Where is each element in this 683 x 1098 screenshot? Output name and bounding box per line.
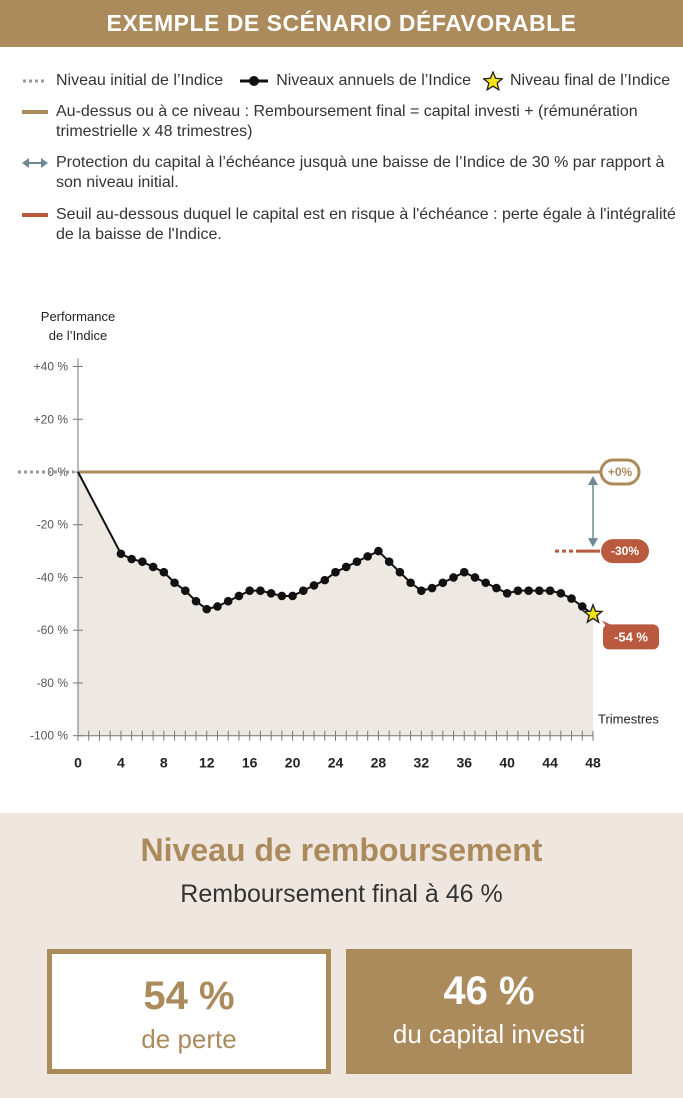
- y-axis-title: Performance: [40, 309, 116, 324]
- protection-arrow-head: [588, 476, 598, 485]
- x-tick-label: 4: [117, 754, 125, 771]
- data-point: [288, 592, 297, 601]
- data-point: [578, 602, 587, 611]
- x-tick-label: 12: [198, 754, 215, 771]
- legend-annual-label: Niveaux annuels de l’Indice: [276, 72, 471, 89]
- x-tick-label: 36: [456, 754, 473, 771]
- x-axis-title: Trimestres: [598, 711, 659, 727]
- data-point: [192, 597, 201, 606]
- final-badge-label: -54 %: [614, 629, 648, 645]
- legend-barrier-text-2: trimestrielle x 48 trimestres): [56, 123, 253, 140]
- data-point: [417, 586, 426, 595]
- capital-value: 46 %: [443, 969, 535, 1013]
- legend-initial-label: Niveau initial de l’Indice: [56, 72, 224, 89]
- line-with-dots-icon: [239, 71, 269, 91]
- legend-row-4: [21, 205, 676, 245]
- data-point: [267, 589, 276, 598]
- area-fill: [78, 472, 593, 736]
- y-tick-label: +40 %: [33, 359, 68, 374]
- data-point: [449, 573, 458, 582]
- data-point: [385, 557, 394, 566]
- loss-label: de perte: [141, 1024, 237, 1054]
- data-point: [514, 586, 523, 595]
- x-tick-label: 40: [499, 754, 515, 771]
- x-tick-label: 48: [585, 754, 601, 771]
- loss-value: 54 %: [143, 974, 235, 1018]
- x-tick-label: 8: [159, 754, 168, 771]
- data-point: [181, 586, 190, 595]
- data-point: [492, 584, 501, 593]
- loss-box: [47, 949, 331, 1074]
- data-point: [202, 605, 211, 614]
- data-point: [396, 568, 405, 577]
- gold-line-icon: [21, 102, 49, 122]
- data-point: [278, 592, 287, 601]
- data-point: [224, 597, 233, 606]
- chart-panel: [0, 265, 683, 813]
- red-line-icon: [21, 205, 49, 225]
- legend-row-1: [21, 71, 670, 91]
- risk-badge-label: -30%: [610, 544, 640, 559]
- double-arrow-icon: [21, 153, 49, 173]
- result-title: Niveau de remboursement: [140, 832, 543, 868]
- y-tick-label: -100 %: [29, 728, 68, 743]
- y-tick-label: 0 %: [47, 465, 68, 479]
- legend-protection-text-2: son niveau initial.: [56, 174, 179, 191]
- dotted-line-icon: [21, 71, 49, 91]
- legend-risk-text-2: de la baisse de l'Indice.: [56, 226, 222, 243]
- y-axis-title: de l’Indice: [48, 328, 108, 343]
- data-point: [503, 589, 512, 598]
- data-point: [363, 552, 372, 561]
- data-point: [481, 578, 490, 587]
- chart: [0, 265, 683, 813]
- y-tick-label: -20 %: [36, 517, 68, 532]
- y-tick-label: -40 %: [36, 570, 68, 585]
- y-tick-label: -80 %: [36, 675, 68, 690]
- data-point: [546, 586, 555, 595]
- data-point: [438, 578, 447, 587]
- y-tick-label: +20 %: [33, 412, 68, 427]
- page-title: EXEMPLE DE SCÉNARIO DÉFAVORABLE: [0, 0, 683, 47]
- data-point: [471, 573, 480, 582]
- data-point: [567, 594, 576, 603]
- data-point: [320, 576, 329, 585]
- x-tick-label: 24: [327, 754, 344, 771]
- data-point: [138, 557, 147, 566]
- data-point: [310, 581, 319, 590]
- protection-arrow-head: [588, 538, 598, 547]
- data-point: [460, 568, 469, 577]
- result-subtitle: Remboursement final à 46 %: [180, 880, 503, 908]
- capital-label: du capital investi: [392, 1019, 586, 1049]
- data-point: [342, 563, 351, 572]
- data-point: [331, 568, 340, 577]
- data-point: [353, 557, 362, 566]
- data-point: [127, 555, 136, 564]
- data-point: [256, 586, 265, 595]
- y-tick-label: -60 %: [36, 623, 68, 638]
- legend-row-3: [21, 153, 664, 193]
- capital-box: [346, 949, 632, 1074]
- data-point: [428, 584, 437, 593]
- data-point: [535, 586, 544, 595]
- x-tick-label: 0: [74, 754, 82, 771]
- x-tick-label: 16: [241, 754, 258, 771]
- data-point: [374, 547, 383, 556]
- legend: [0, 47, 683, 265]
- data-point: [406, 578, 415, 587]
- x-tick-label: 28: [370, 754, 387, 771]
- data-point: [524, 586, 533, 595]
- data-point: [213, 602, 222, 611]
- star-icon: [483, 71, 503, 91]
- legend-barrier-text-1: Au-dessus ou à ce niveau : Remboursement final = capital investi + (rémunération: [56, 103, 638, 120]
- legend-final-label: Niveau final de l’Indice: [510, 72, 671, 89]
- data-point: [245, 586, 254, 595]
- data-point: [557, 589, 566, 598]
- data-point: [160, 568, 169, 577]
- data-point: [235, 592, 244, 601]
- data-point: [299, 586, 308, 595]
- data-point: [117, 549, 126, 558]
- legend-protection-text-1: Protection du capital à l’échéance jusquà une baisse de l’Indice de 30 % par rapport à: [56, 154, 665, 171]
- x-tick-label: 20: [284, 754, 301, 771]
- x-tick-label: 44: [542, 754, 558, 771]
- legend-row-2: [21, 102, 638, 142]
- data-point: [149, 563, 158, 572]
- legend-risk-text-1: Seuil au-dessous duquel le capital est en risque à l'échéance : perte égale à l'intégralité: [56, 206, 676, 223]
- barrier-badge-label: +0%: [607, 465, 633, 479]
- x-tick-label: 32: [413, 754, 430, 771]
- data-point: [170, 578, 179, 587]
